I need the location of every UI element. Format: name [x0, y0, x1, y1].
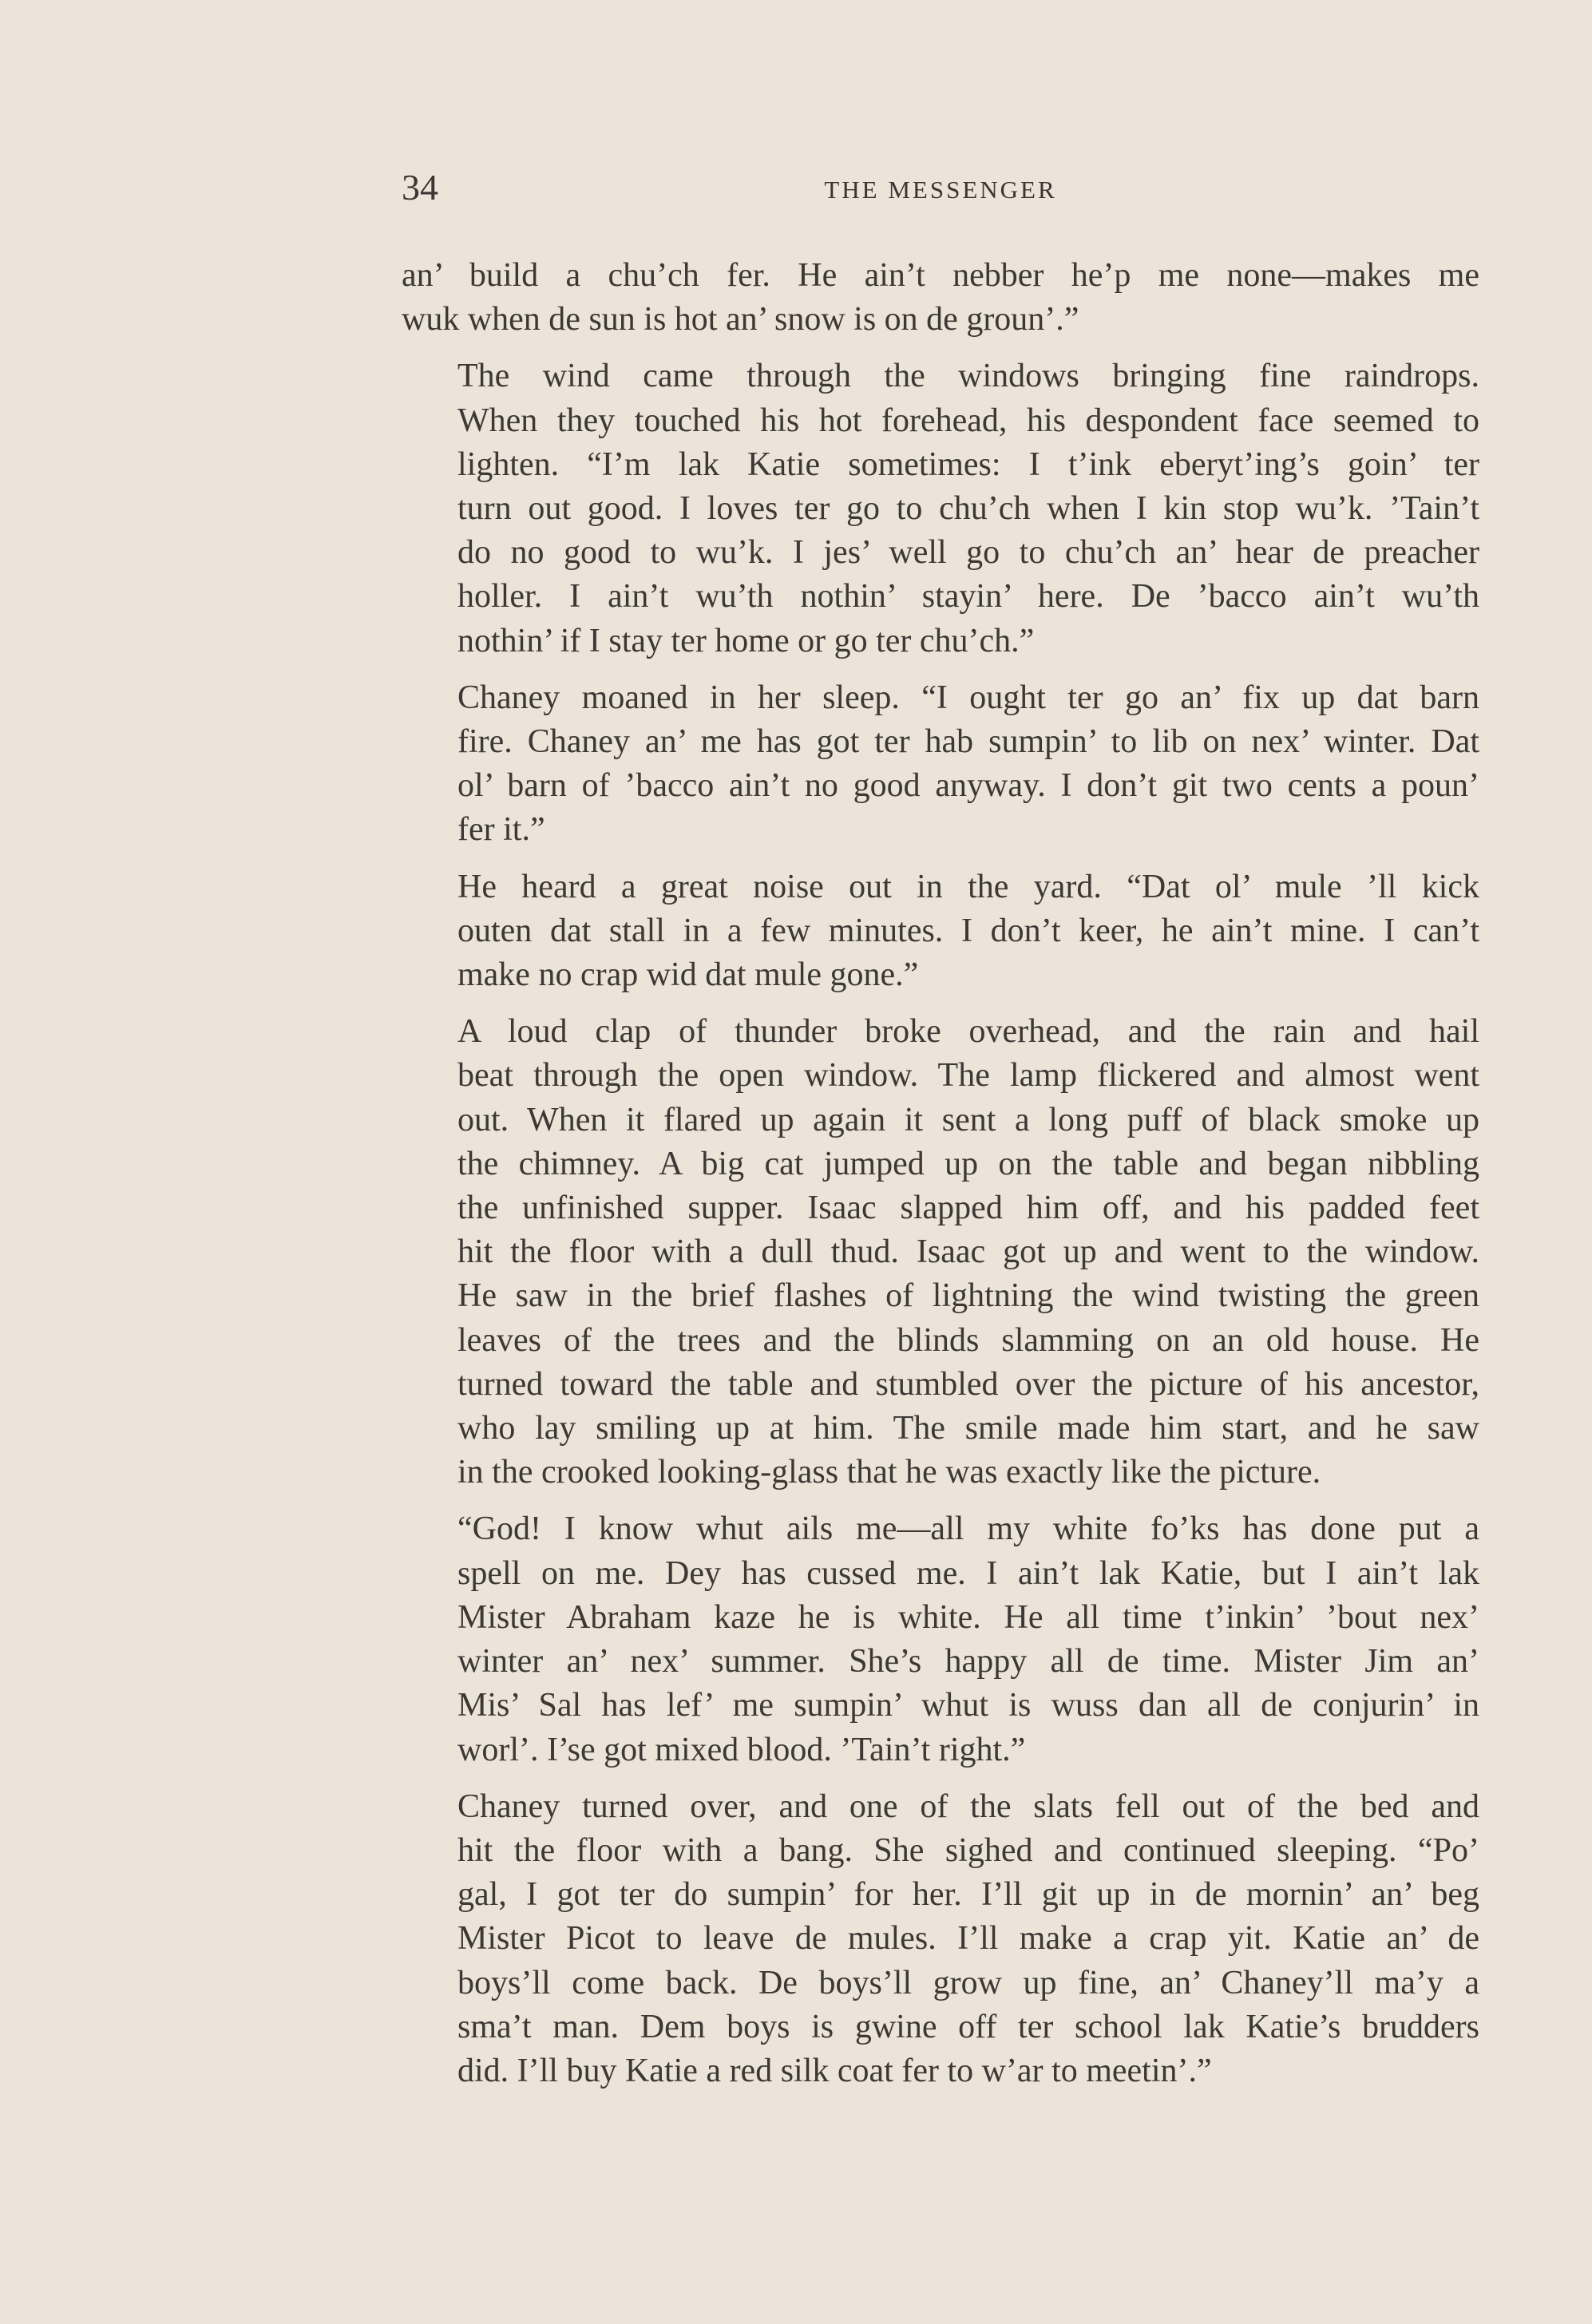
page-number: 34 [402, 167, 438, 208]
text-line: “God! I know whut ails me—all my white fo’ks has done put a [457, 1510, 1479, 1548]
paragraph [402, 254, 1479, 342]
paragraph [402, 1010, 1479, 1495]
body-text [402, 254, 1479, 2106]
text-line: fire. Chaney an’ me has got ter hab sumpin’ to lib on nex’ winter. Dat [457, 723, 1479, 761]
text-line: When they touched his hot forehead, his despondent face seemed to [457, 402, 1479, 439]
paragraph [402, 1507, 1479, 1772]
text-line: Chaney turned over, and one of the slats fell out of the bed and [457, 1788, 1479, 1825]
text-line: who lay smiling up at him. The smile made him start, and he saw [457, 1410, 1479, 1447]
journal-title: THE MESSENGER [824, 176, 1057, 204]
text-line: worl’. I’se got mixed blood. ’Tain’t right.” [457, 1731, 1026, 1768]
text-line: beat through the open window. The lamp flickered and almost went [457, 1057, 1479, 1095]
paragraph [402, 1785, 1479, 2093]
text-line: leaves of the trees and the blinds slamming on an old house. He [457, 1321, 1479, 1359]
text-line: gal, I got ter do sumpin’ for her. I’ll git up in de mornin’ an’ beg [457, 1876, 1479, 1914]
running-head [402, 166, 1479, 214]
text-line: hit the floor with a bang. She sighed and continued sleeping. “Po’ [457, 1831, 1479, 1869]
text-line: in the crooked looking-glass that he was exactly like the picture. [457, 1454, 1321, 1491]
text-line: lighten. “I’m lak Katie sometimes: I t’ink eberyt’ing’s goin’ ter [457, 445, 1479, 483]
text-line: winter an’ nex’ summer. She’s happy all de time. Mister Jim an’ [457, 1643, 1479, 1681]
paragraph [402, 865, 1479, 998]
text-line: hit the floor with a dull thud. Isaac got up and went to the window. [457, 1233, 1479, 1271]
text-line: Chaney moaned in her sleep. “I ought ter go an’ fix up dat barn [457, 679, 1479, 716]
text-line: fer it.” [457, 811, 545, 849]
text-line: holler. I ain’t wu’th nothin’ stayin’ here. De ’bacco ain’t wu’th [457, 578, 1479, 616]
text-line: spell on me. Dey has cussed me. I ain’t lak Katie, but I ain’t lak [457, 1554, 1479, 1592]
text-line: boys’ll come back. De boys’ll grow up fine, an’ Chaney’ll ma’y a [457, 1964, 1479, 2001]
text-line: do no good to wu’k. I jes’ well go to chu’ch an’ hear de preacher [457, 534, 1479, 572]
text-line: nothin’ if I stay ter home or go ter chu’ch.” [457, 622, 1035, 659]
text-line: make no crap wid dat mule gone.” [457, 956, 919, 994]
text-line: A loud clap of thunder broke overhead, and the rain and hail [457, 1013, 1479, 1051]
text-line: turn out good. I loves ter go to chu’ch when I kin stop wu’k. ’Tain’t [457, 490, 1479, 528]
paragraph [402, 354, 1479, 663]
text-line: ol’ barn of ’bacco ain’t no good anyway. I don’t git two cents a poun’ [457, 767, 1479, 805]
text-line: The wind came through the windows bringing fine raindrops. [457, 358, 1479, 395]
text-line: outen dat stall in a few minutes. I don’t keer, he ain’t mine. I can’t [457, 912, 1479, 949]
text-line: He saw in the brief flashes of lightning the wind twisting the green [457, 1277, 1479, 1315]
paragraph [402, 676, 1479, 853]
text-line: the unfinished supper. Isaac slapped him off, and his padded feet [457, 1190, 1479, 1227]
text-line: the chimney. A big cat jumped up on the table and began nibbling [457, 1145, 1479, 1182]
text-line: He heard a great noise out in the yard. “Dat ol’ mule ’ll kick [457, 868, 1479, 905]
text-line: wuk when de sun is hot an’ snow is on de groun’.” [402, 301, 1079, 339]
text-line: did. I’ll buy Katie a red silk coat fer to w’ar to meetin’.” [457, 2052, 1212, 2089]
text-line: Mister Picot to leave de mules. I’ll make a crap yit. Katie an’ de [457, 1920, 1479, 1958]
text-line: sma’t man. Dem boys is gwine off ter school lak Katie’s brudders [457, 2008, 1479, 2045]
text-line: out. When it flared up again it sent a long puff of black smoke up [457, 1101, 1479, 1138]
text-line: Mis’ Sal has lef’ me sumpin’ whut is wuss dan all de conjurin’ in [457, 1687, 1479, 1724]
text-line: turned toward the table and stumbled over the picture of his ancestor, [457, 1365, 1479, 1403]
text-line: Mister Abraham kaze he is white. He all time t’inkin’ ’bout nex’ [457, 1598, 1479, 1636]
text-line: an’ build a chu’ch fer. He ain’t nebber he’p me none—makes me [402, 257, 1479, 294]
